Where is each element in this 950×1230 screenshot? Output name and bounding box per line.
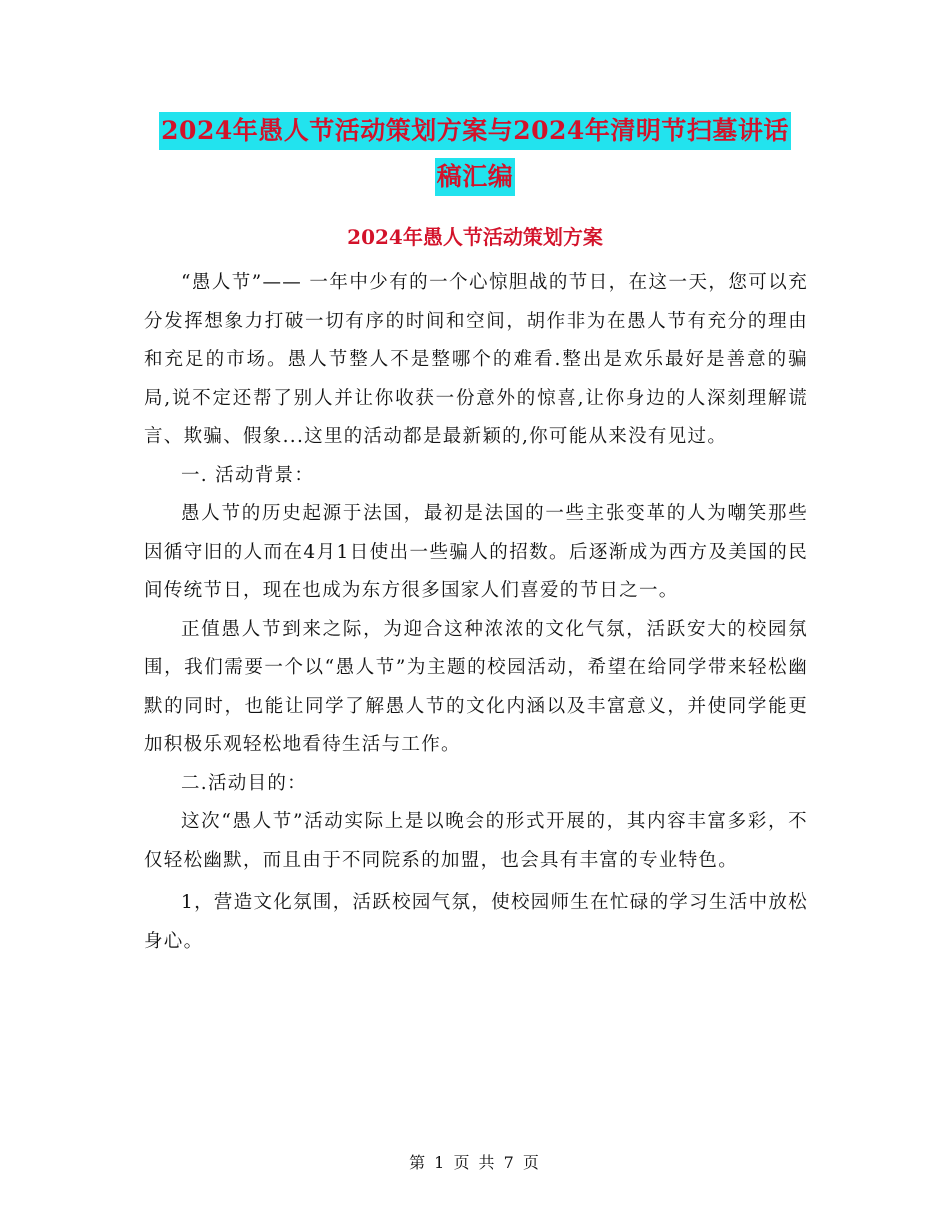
document-title-line-2: 稿汇编 — [435, 158, 516, 196]
section-heading-purpose: 二.活动目的： — [181, 772, 307, 794]
background-paragraph-1: 愚人节的历史起源于法国，最初是法国的一些主张变革的人为嘲笑那些因循守旧的人而在4月1日使出一些骗人的招数。后逐渐成为西方及美国的民间传统节日，现在也成为东方很多国家人们喜爱的节日之一。 — [144, 503, 808, 601]
intro-paragraph: “愚人节”—— 一年中少有的一个心惊胆战的节日，在这一天，您可以充分发挥想象力打破一切有序的时间和空间，胡作非为在愚人节有充分的理由和充足的市场。愚人节整人不是整哪个的难看.整出是欢乐最好是善意的骗局,说不定还帮了别人并让你收获一份意外的惊喜,让你身边的人深刻理解谎言、欺骗、假象...这里的活动都是最新颖的,你可能从来没有见过。 — [144, 272, 808, 447]
document-title — [0, 112, 950, 196]
background-paragraph-2: 正值愚人节到来之际，为迎合这种浓浓的文化气氛，活跃安大的校园氛围，我们需要一个以“愚人节”为主题的校园活动，希望在给同学带来轻松幽默的同时，也能让同学了解愚人节的文化内涵以及丰富意义，并使同学能更加积极乐观轻松地看待生活与工作。 — [144, 618, 808, 755]
section-heading-background: 一. 活动背景： — [181, 464, 315, 486]
purpose-paragraph: 这次“愚人节”活动实际上是以晚会的形式开展的，其内容丰富多彩，不仅轻松幽默，而且由于不同院系的加盟，也会具有丰富的专业特色。 — [144, 811, 808, 871]
document-title-line-1: 2024年愚人节活动策划方案与2024年清明节扫墓讲话 — [159, 112, 791, 150]
purpose-item-1: 1，营造文化氛围，活跃校园气氛，使校园师生在忙碌的学习生活中放松身心。 — [144, 892, 808, 952]
document-body — [144, 264, 808, 961]
page-footer: 第 1 页 共 7 页 — [409, 1153, 541, 1172]
section-title: 2024年愚人节活动策划方案 — [347, 225, 603, 249]
